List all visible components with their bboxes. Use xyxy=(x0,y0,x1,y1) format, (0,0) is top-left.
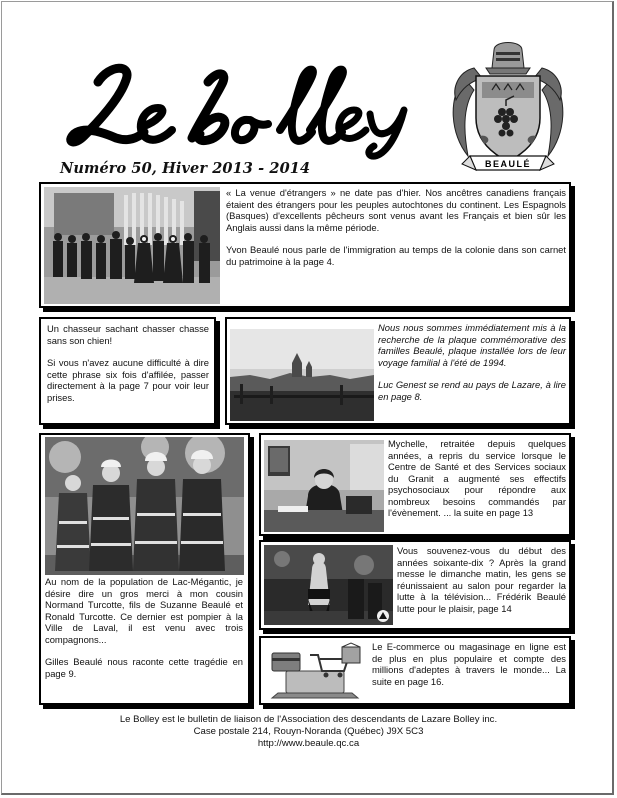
article-immigration-text xyxy=(226,187,566,267)
ecommerce-illustration xyxy=(264,641,368,701)
mychelle-paragraph-1: Mychelle, retraitée depuis quelques années, a repris du service lorsque le Centre de Santé et des Services sociaux du Granit a augmenté ses effectifs psychosociaux pour répondre aux nombreux besoins commandés par l'évènement. ... la suite en page 13 xyxy=(388,438,566,518)
plaque-paragraph-1: Nous nous sommes immédiatement mis à la recherche de la plaque commémorative des familles Beaulé, plaque installée lors de leur voyage familial à l'été de 1994. xyxy=(378,322,566,368)
photo-office-woman xyxy=(264,440,384,532)
photo-wrestler xyxy=(264,545,393,625)
name-banner xyxy=(462,156,554,170)
logo-name-text: BEAULÉ xyxy=(484,159,532,169)
photo-village-landscape xyxy=(230,329,374,421)
hunter-paragraph-1: Un chasseur sachant chasser chasse sans son chien! xyxy=(47,323,209,346)
article-ecommerce-text xyxy=(372,641,566,687)
article-hunter-text xyxy=(47,323,209,403)
masthead xyxy=(40,42,440,162)
article-wrestling[interactable] xyxy=(259,540,571,630)
wrestling-paragraph-1: Vous souvenez-vous du début des années soixante-dix ? Après la grand messe le dimanche matin, les gens se réunissaient au salon pour regarder la lutte à la télévision... Frédérik Beaulé lutte pour le plaisir, page 14 xyxy=(397,545,566,614)
article-firefighters[interactable] xyxy=(39,433,250,705)
firefighters-paragraph-2: Gilles Beaulé nous raconte cette tragédie en page 9. xyxy=(45,656,243,679)
credit-card-icon xyxy=(272,653,300,671)
firefighters-paragraph-1: Au nom de la population de Lac-Mégantic, je désire dire un gros merci à mon cousin Normand Turcotte, fils de Suzanne Beaulé et Ronald Turcotte. Ce dernier est pompier à la Ville de Laval, il est venu avec trois compagnons... xyxy=(45,576,243,645)
hunter-paragraph-2: Si vous n'avez aucune difficulté à dire cette phrase six fois d'affilée, passer directement à la page 7 pour voir leur prises. xyxy=(47,357,209,403)
photo-immigrants xyxy=(44,187,220,304)
article-plaque-text xyxy=(378,322,566,402)
article-firefighters-text xyxy=(45,576,243,679)
footer-description: Le Bolley est le bulletin de liaison de l'Association des descendants de Lazare Bolley inc. xyxy=(119,714,498,725)
ecommerce-paragraph-1: Le E-commerce ou magasinage en ligne est de plus en plus populaire et compte des millions d'adeptes à travers le monde... La suite en page 16. xyxy=(372,641,566,687)
article-wrestling-text xyxy=(397,545,566,614)
footer-website-link[interactable]: http://www.beaule.qc.ca xyxy=(257,738,360,749)
plaque-paragraph-2: Luc Genest se rend au pays de Lazare, à lire en page 8. xyxy=(378,379,566,402)
photo-firefighters xyxy=(45,437,244,575)
masthead-title-lettering xyxy=(40,42,440,162)
helmet-icon xyxy=(486,43,530,75)
immigration-paragraph-1: « La venue d'étrangers » ne date pas d'hier. Nos ancêtres canadiens français étaient des étrangers pour les peuples autochtones du continent. Les Espagnols (Basques) d'excellents pêcheurs sont venus avant les Français et bien sûr les Anglais aussi dans la même période. xyxy=(226,187,566,233)
article-immigration[interactable] xyxy=(39,182,571,308)
footer-address: Case postale 214, Rouyn-Noranda (Québec) J9X 5C3 xyxy=(193,726,424,737)
article-mychelle-text xyxy=(388,438,566,519)
article-hunter[interactable] xyxy=(39,317,216,425)
article-ecommerce[interactable] xyxy=(259,636,571,705)
immigration-paragraph-2: Yvon Beaulé nous parle de l'immigration au temps de la colonie dans son carnet du patrimoine à la page 4. xyxy=(226,244,566,267)
article-plaque[interactable] xyxy=(225,317,571,425)
footer xyxy=(0,714,617,750)
coat-of-arms-logo xyxy=(444,38,572,178)
article-mychelle[interactable] xyxy=(259,433,571,536)
issue-label: Numéro 50, Hiver 2013 - 2014 xyxy=(60,160,311,177)
shield-icon xyxy=(476,76,540,162)
